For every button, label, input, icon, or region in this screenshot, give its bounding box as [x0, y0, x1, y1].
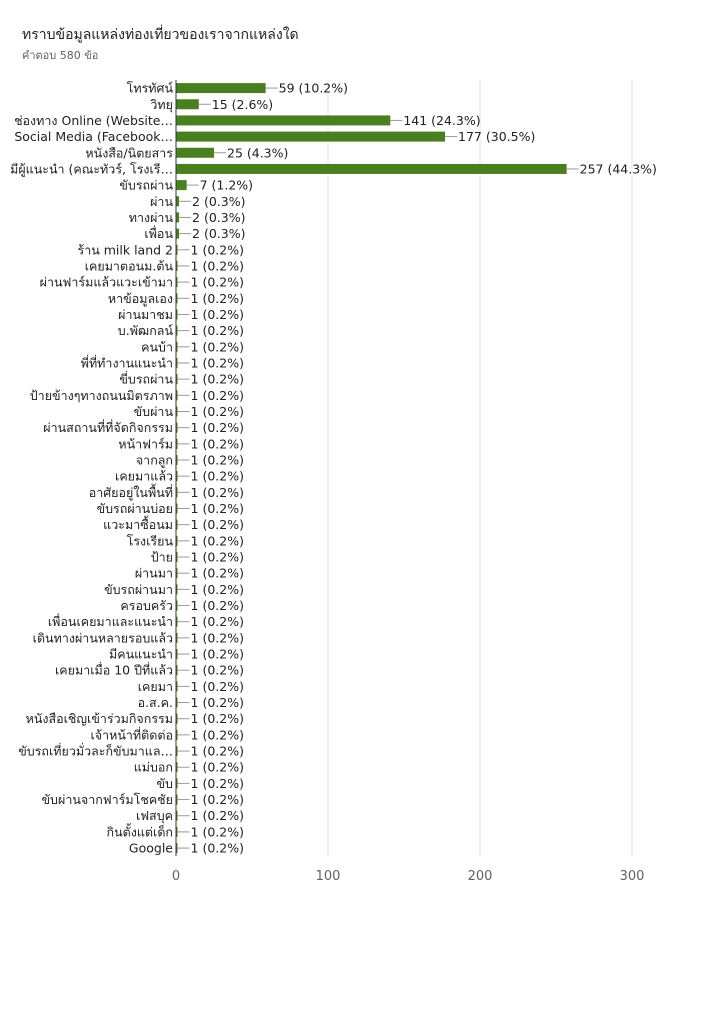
category-label: ขี่บรถผ่าน: [119, 371, 173, 387]
value-label: 1 (0.2%): [190, 517, 244, 533]
value-label: 257 (44.3%): [579, 161, 657, 177]
category-label: เคยมาเมื่อ 10 ปีที่แล้ว: [55, 662, 173, 678]
value-label: 1 (0.2%): [190, 759, 244, 775]
category-label: ขับผ่าน: [133, 403, 173, 419]
value-label: 1 (0.2%): [190, 792, 244, 808]
value-label: 1 (0.2%): [190, 614, 244, 630]
category-label: เคยมา: [137, 678, 173, 694]
x-tick-label: 200: [467, 869, 493, 885]
bar: [176, 180, 187, 190]
category-label: ครอบครัว: [120, 598, 173, 614]
category-label: เพื่อนเคยมาและแนะนำ: [47, 614, 173, 630]
bar: [176, 164, 567, 174]
value-label: 1 (0.2%): [190, 549, 244, 565]
category-label: แม่บอก: [133, 759, 173, 775]
category-label: เพื่อน: [144, 226, 173, 242]
value-label: 2 (0.3%): [192, 209, 246, 225]
value-label: 1 (0.2%): [190, 695, 244, 711]
category-label: ผ่าน: [150, 193, 173, 209]
category-label: บ.พัฒกลน์: [117, 323, 173, 339]
bar: [176, 132, 445, 142]
category-label: ป้ายข้างๆทางถนนมิตรภาพ: [29, 387, 173, 403]
value-label: 1 (0.2%): [190, 646, 244, 662]
value-label: 1 (0.2%): [190, 339, 244, 355]
value-label: 1 (0.2%): [190, 662, 244, 678]
category-label: เจ้าหน้าที่ติดต่อ: [90, 727, 173, 743]
category-label: เฟสบุค: [135, 808, 173, 824]
value-label: 1 (0.2%): [190, 711, 244, 727]
category-label: ผ่านมา: [134, 565, 173, 581]
value-label: 1 (0.2%): [190, 452, 244, 468]
value-label: 1 (0.2%): [190, 533, 244, 549]
category-label: คนบ้า: [141, 339, 173, 355]
value-labels: [178, 81, 657, 856]
gridlines: [328, 80, 632, 856]
value-label: 1 (0.2%): [190, 743, 244, 759]
category-label: ทางผ่าน: [128, 209, 173, 225]
value-label: 141 (24.3%): [403, 112, 481, 128]
value-label: 1 (0.2%): [190, 581, 244, 597]
value-label: 177 (30.5%): [458, 129, 536, 145]
value-label: 1 (0.2%): [190, 290, 244, 306]
value-label: 1 (0.2%): [190, 420, 244, 436]
category-label: จากลูก: [135, 452, 173, 468]
category-label: กินตั้งแต่เด็ก: [106, 824, 173, 840]
category-label: พี่ที่ทำงานแนะนำ: [80, 355, 173, 371]
value-label: 2 (0.3%): [192, 193, 246, 209]
chart-title: ทราบข้อมูลแหล่งท่องเที่ยวของเราจากแหล่งใด: [22, 27, 299, 43]
value-label: 7 (1.2%): [199, 177, 254, 193]
value-label: 1 (0.2%): [190, 403, 244, 419]
category-label: ขับผ่านจากฟาร์มโชคชัย: [41, 792, 173, 808]
value-label: 1 (0.2%): [190, 274, 244, 290]
x-tick-label: 300: [619, 869, 645, 885]
category-label: เดินทางผ่านหลายรอบแล้ว: [32, 630, 173, 646]
category-label: มีผู้แนะนำ (คณะทัวร์, โรงเรี…: [10, 161, 173, 177]
bar: [176, 83, 266, 93]
category-label: ขับรถผ่านบ่อย: [96, 501, 173, 517]
value-label: 1 (0.2%): [190, 565, 244, 581]
category-label: วิทยุ: [150, 96, 173, 112]
value-label: 1 (0.2%): [190, 501, 244, 517]
category-label: ผ่านสถานที่ที่จัดกิจกรรม: [43, 420, 173, 436]
value-label: 1 (0.2%): [190, 484, 244, 500]
value-label: 1 (0.2%): [190, 824, 244, 840]
category-label: โรงเรียน: [126, 533, 173, 549]
category-label: หนังสือเชิญเข้าร่วมกิจกรรม: [25, 711, 173, 727]
bar: [176, 99, 199, 109]
value-label: 1 (0.2%): [190, 242, 244, 258]
category-label: Social Media (Facebook…: [14, 129, 173, 145]
category-label: Google: [128, 840, 173, 856]
category-label: มีคนแนะนำ: [108, 646, 173, 662]
x-tick-label: 0: [171, 869, 181, 885]
category-label: ป้าย: [150, 549, 173, 565]
category-label: แวะมาซื้อนม: [103, 517, 173, 533]
bar: [176, 115, 390, 125]
value-label: 1 (0.2%): [190, 808, 244, 824]
category-label: ช่องทาง Online (Website…: [14, 112, 173, 128]
category-label: หาข้อมูลเอง: [107, 290, 173, 306]
value-label: 15 (2.6%): [211, 96, 274, 112]
category-label: ขับ: [156, 775, 173, 791]
category-label: หนังสือ/นิตยสาร: [85, 145, 173, 161]
value-label: 1 (0.2%): [190, 371, 244, 387]
category-label: ร้าน milk land 2: [77, 242, 173, 258]
value-label: 1 (0.2%): [190, 387, 244, 403]
value-label: 59 (10.2%): [278, 80, 349, 96]
value-label: 1 (0.2%): [190, 678, 244, 694]
value-label: 1 (0.2%): [190, 355, 244, 371]
value-label: 1 (0.2%): [190, 840, 244, 856]
category-labels: [10, 81, 173, 856]
value-label: 1 (0.2%): [190, 306, 244, 322]
value-label: 1 (0.2%): [190, 323, 244, 339]
category-label: โทรทัศน์: [126, 80, 173, 96]
value-label: 2 (0.3%): [192, 226, 246, 242]
response-count: คำตอบ 580 ข้อ: [22, 49, 99, 62]
value-label: 1 (0.2%): [190, 436, 244, 452]
category-label: เคยมาแล้ว: [115, 468, 173, 484]
category-label: อาศัยอยู่ในพื้นที่: [88, 484, 173, 500]
value-label: 1 (0.2%): [190, 258, 244, 274]
category-label: ผ่านมาชม: [118, 306, 173, 322]
value-label: 1 (0.2%): [190, 727, 244, 743]
category-label: ขับรถเที่ยวมั่วละก็ขับมาแล…: [18, 743, 173, 759]
value-label: 1 (0.2%): [190, 598, 244, 614]
x-axis-ticks: [172, 869, 645, 884]
value-label: 1 (0.2%): [190, 468, 244, 484]
value-label: 1 (0.2%): [190, 775, 244, 791]
x-tick-label: 100: [315, 869, 341, 885]
value-label: 1 (0.2%): [190, 630, 244, 646]
category-label: อ.ส.ค.: [137, 695, 173, 711]
category-label: หน้าฟาร์ม: [118, 436, 173, 452]
value-label: 25 (4.3%): [227, 145, 289, 161]
category-label: ขับรถผ่านมา: [104, 581, 173, 597]
category-label: ผ่านฟาร์มแล้วแวะเข้ามา: [39, 274, 173, 290]
bar: [176, 148, 214, 158]
category-label: เคยมาตอนม.ต้น: [84, 258, 173, 274]
category-label: ขับรถผ่าน: [119, 177, 173, 193]
